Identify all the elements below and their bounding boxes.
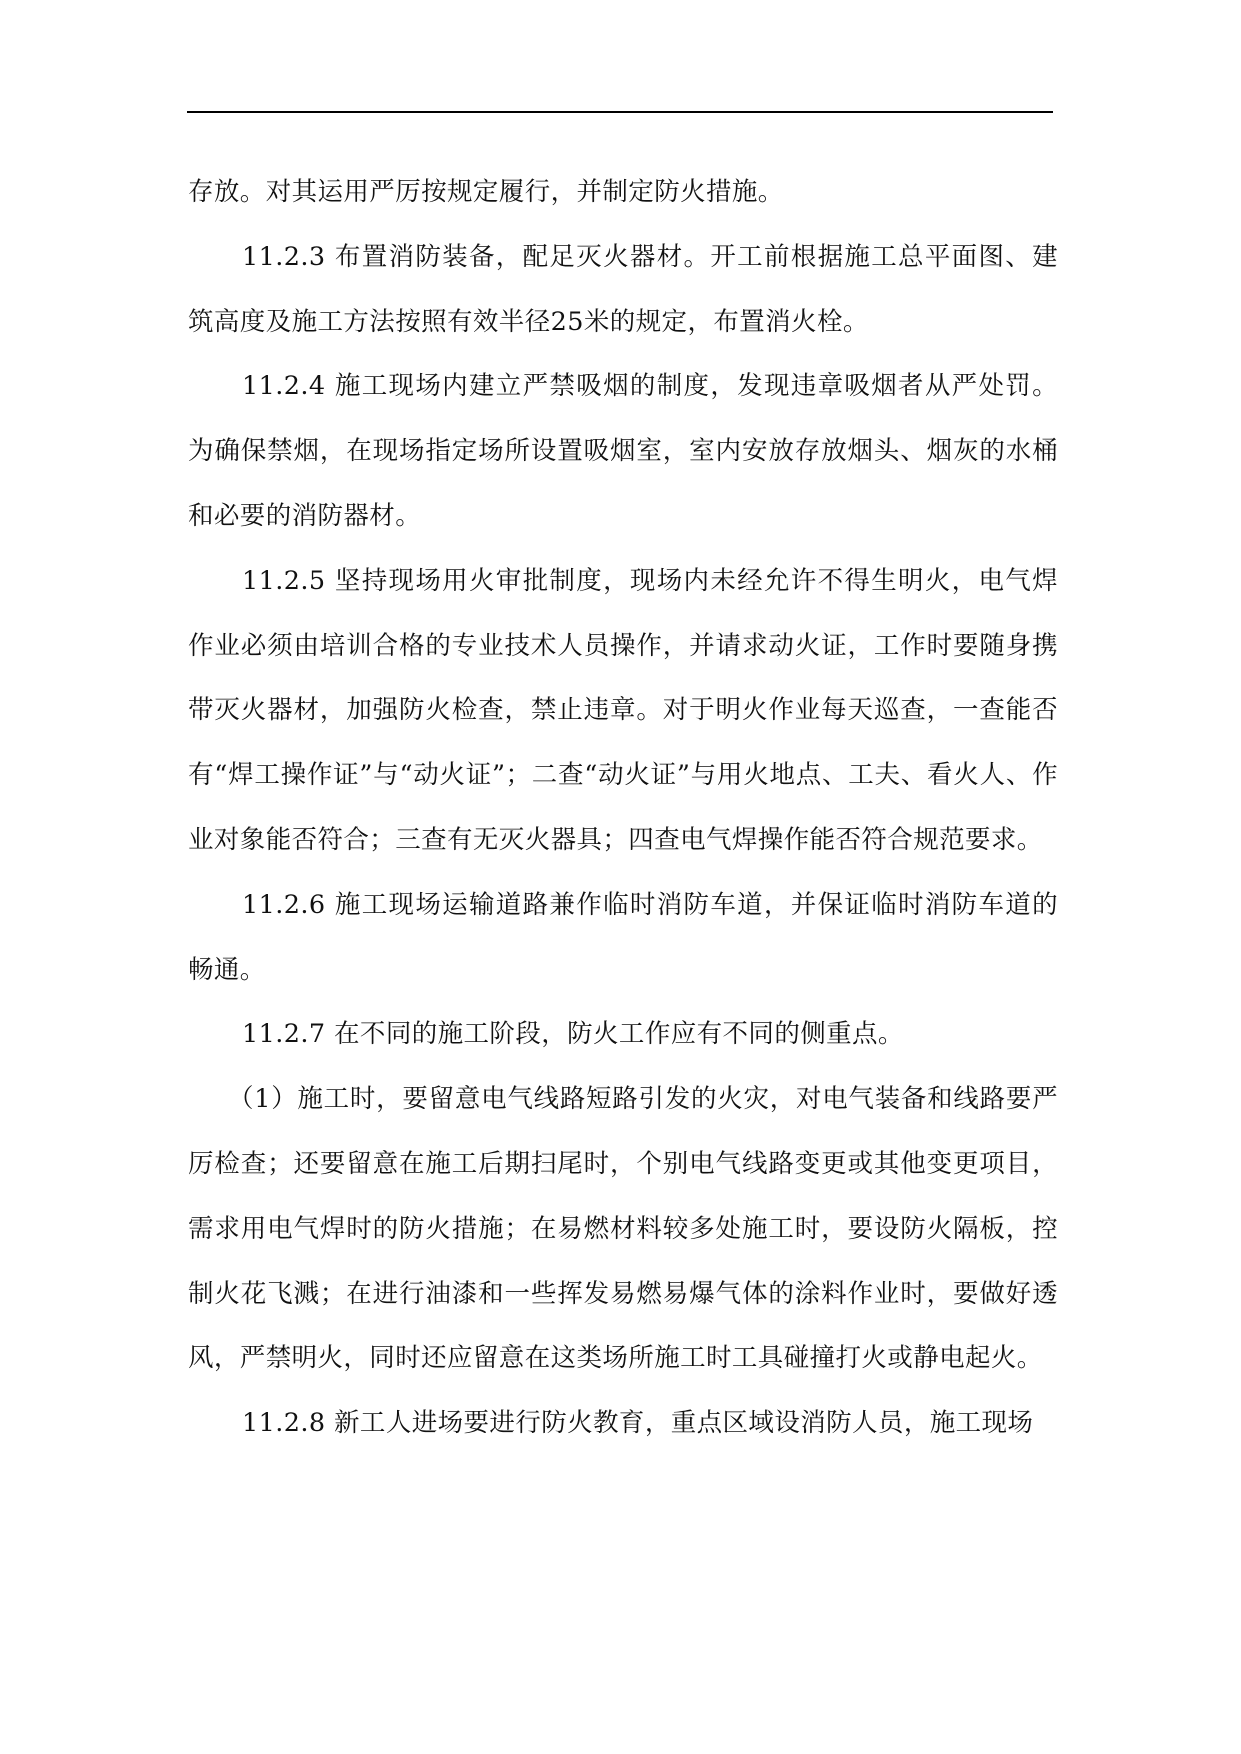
header-rule (187, 111, 1053, 113)
paragraph-11-2-6: 11.2.6 施工现场运输道路兼作临时消防车道，并保证临时消防车道的畅通。 (188, 889, 1058, 985)
paragraph-11-2-8: 11.2.8 新工人进场要进行防火教育，重点区域设消防人员，施工现场 (242, 1408, 1034, 1439)
paragraph-11-2-3: 11.2.3 布置消防装备，配足灭火器材。开工前根据施工总平面图、建筑高度及施工方法按照有效半径25米的规定，布置消火栓。 (188, 241, 1058, 337)
paragraph-continuation: 存放。对其运用严厉按规定履行，并制定防火措施。 (188, 177, 784, 207)
paragraph-11-2-5: 11.2.5 坚持现场用火审批制度，现场内未经允许不得生明火，电气焊作业必须由培训合格的专业技术人员操作，并请求动火证，工作时要随身携带灭火器材，加强防火检查，禁止违章。对于明火作业每天巡查，一查能否有“焊工操作证”与“动火证”；二查“动火证”与用火地点、工夫、看火人、作业对象能否符合；三查有无灭火器具；四查电气焊操作能否符合规范要求。 (188, 565, 1058, 855)
paragraph-11-2-7: 11.2.7 在不同的施工阶段，防火工作应有不同的侧重点。 (242, 1019, 904, 1050)
paragraph-11-2-4: 11.2.4 施工现场内建立严禁吸烟的制度，发现违章吸烟者从严处罚。为确保禁烟，在现场指定场所设置吸烟室，室内安放存放烟头、烟灰的水桶和必要的消防器材。 (188, 371, 1058, 531)
paragraph-item-1: （1）施工时，要留意电气线路短路引发的火灾，对电气装备和线路要严厉检查；还要留意在施工后期扫尾时，个别电气线路变更或其他变更项目，需求用电气焊时的防火措施；在易燃材料较多处施工时，要设防火隔板，控制火花飞溅；在进行油漆和一些挥发易燃易爆气体的涂料作业时，要做好透风，严禁明火，同时还应留意在这类场所施工时工具碰撞打火或静电起火。 (188, 1084, 1058, 1374)
document-body (188, 160, 1058, 1456)
